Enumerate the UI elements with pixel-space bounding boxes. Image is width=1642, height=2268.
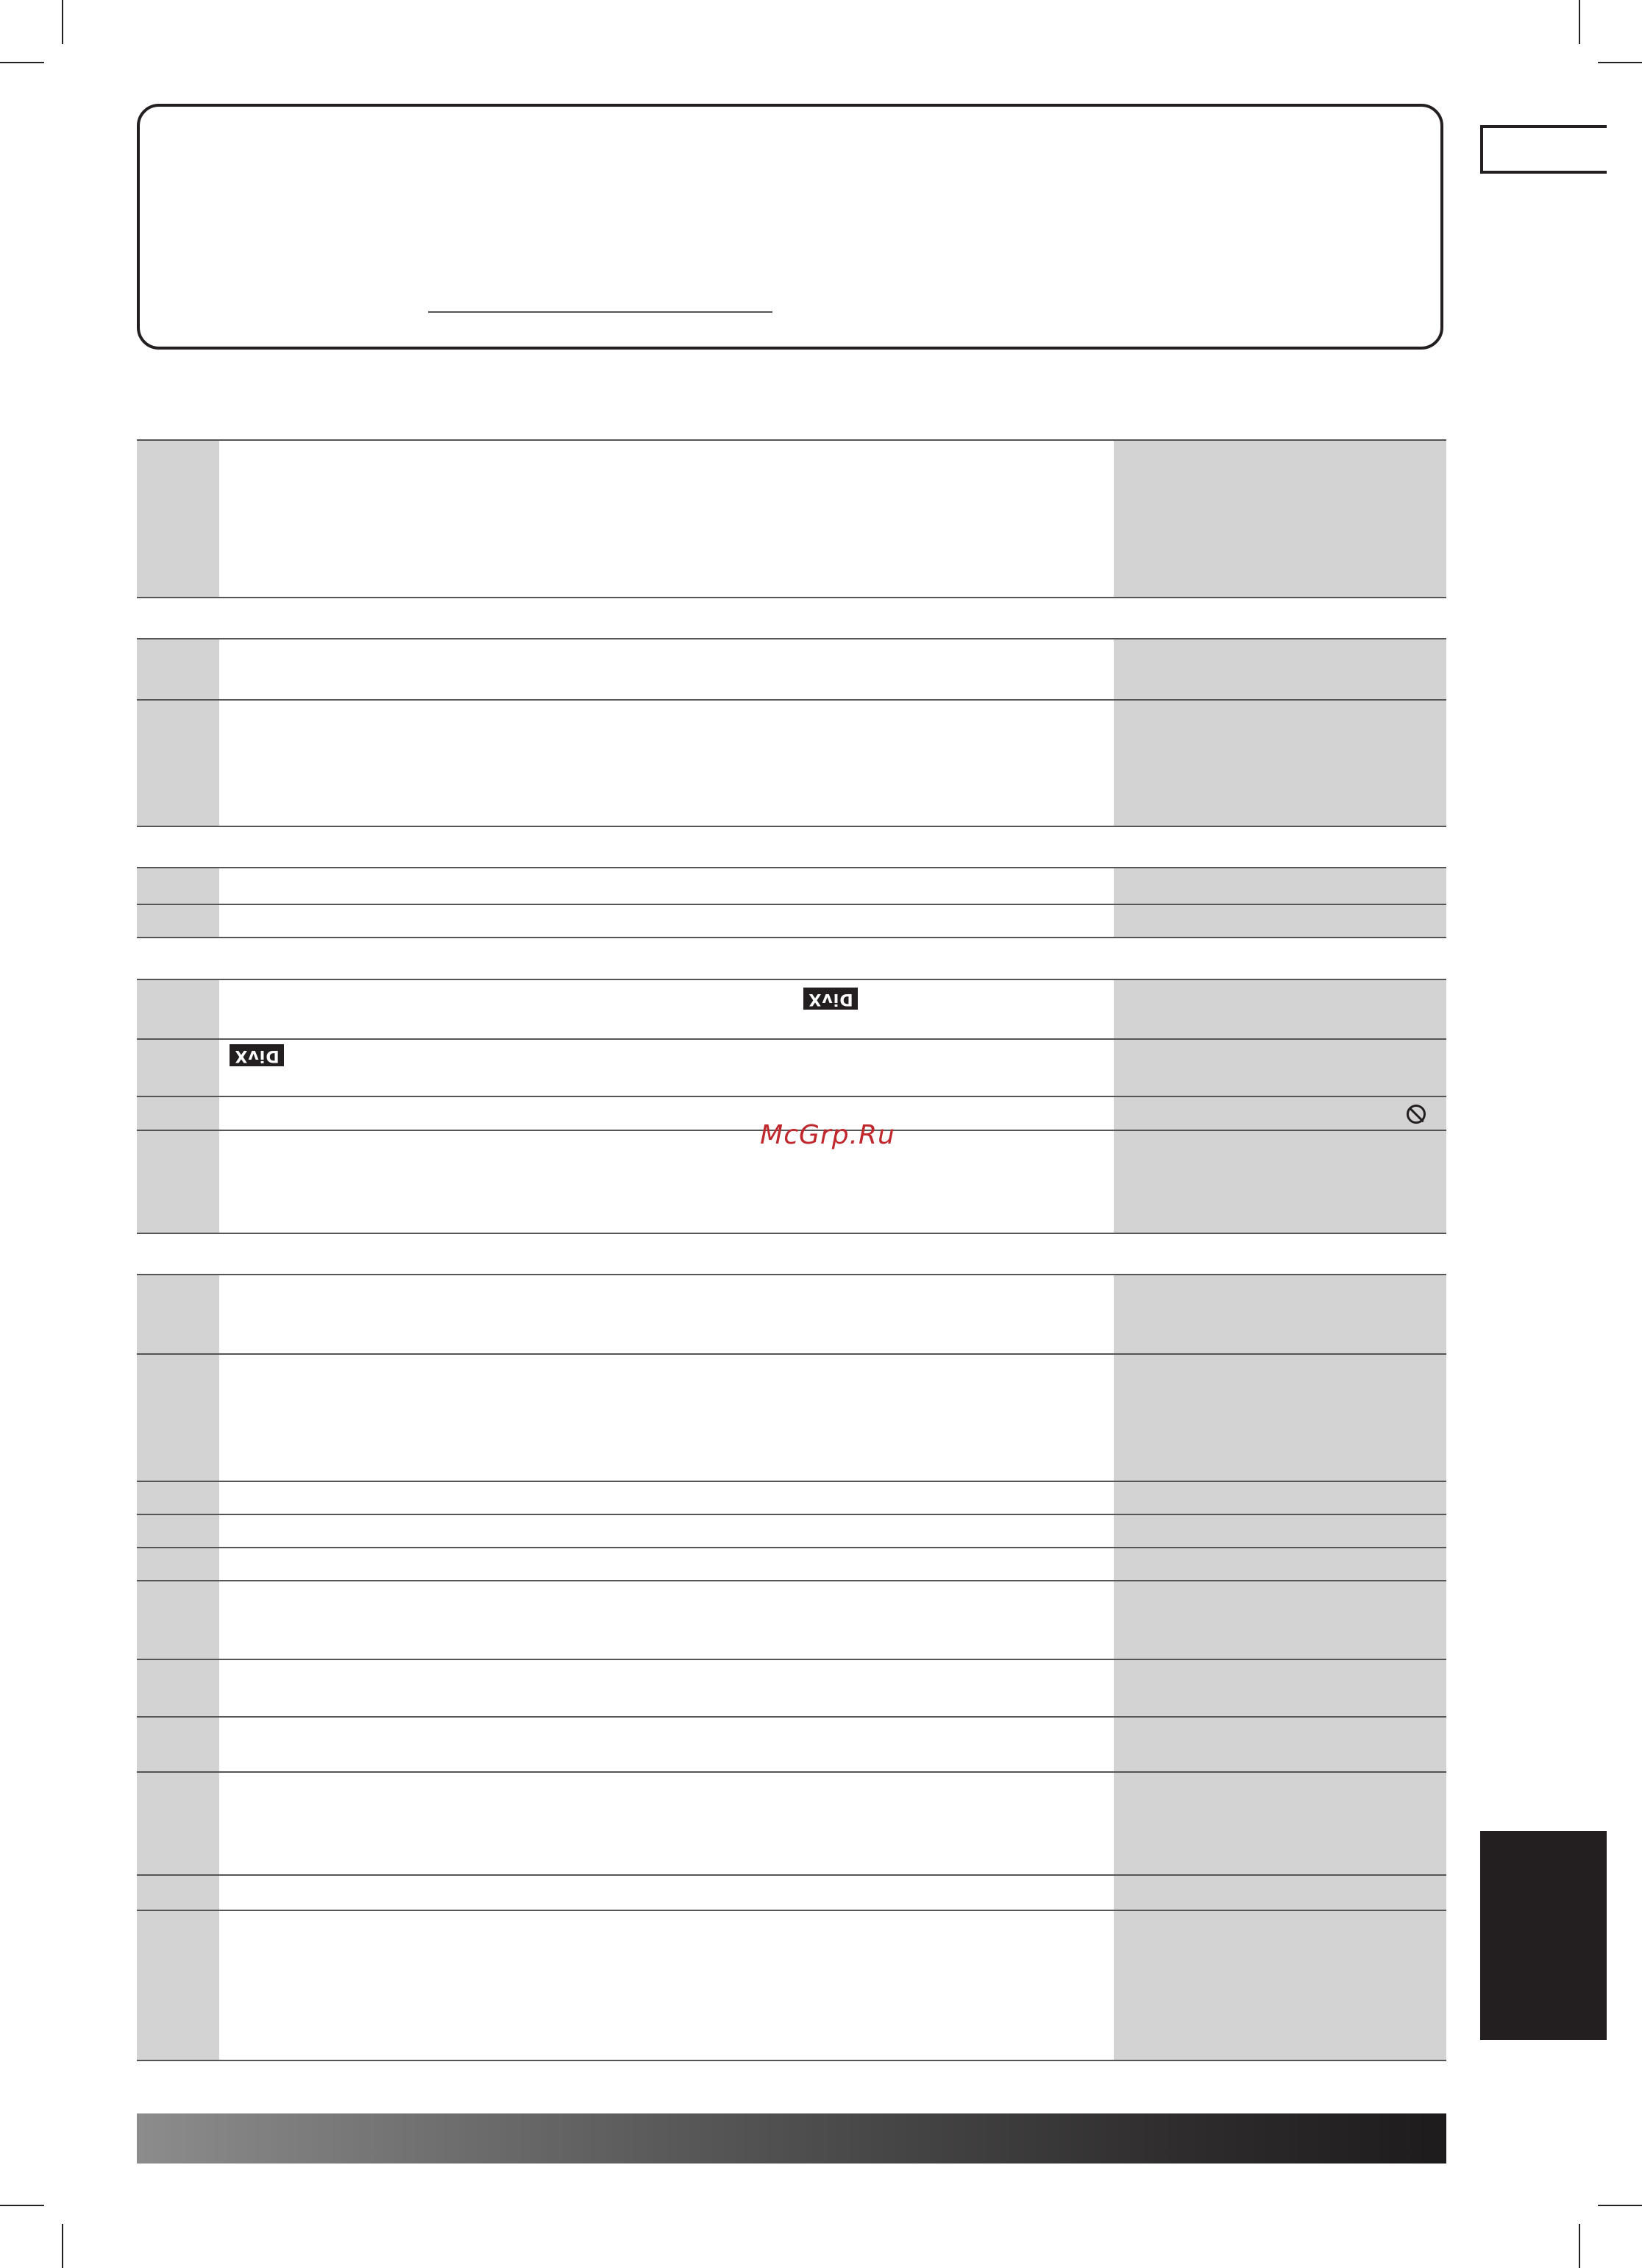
reference-cell — [1114, 1482, 1446, 1514]
divx-logo: DivX — [230, 1044, 284, 1066]
table-row — [137, 1548, 1446, 1581]
table-row — [137, 867, 1446, 905]
problem-cell — [137, 980, 219, 1038]
divx-logo: DivX — [803, 988, 858, 1010]
reference-cell — [1114, 1911, 1446, 2060]
reference-cell — [1114, 1773, 1446, 1874]
cause-cell — [219, 1097, 1114, 1130]
crop-mark-top-left-h — [0, 62, 44, 63]
problem-cell — [137, 1548, 219, 1580]
problem-cell — [137, 1581, 219, 1659]
reference-cell — [1114, 441, 1446, 597]
problem-cell — [137, 639, 219, 699]
footer-bar — [137, 2113, 1446, 2164]
cause-cell — [219, 1718, 1114, 1771]
table-row — [137, 1718, 1446, 1773]
table-row — [137, 1040, 1446, 1097]
notice-underline — [428, 311, 772, 313]
table-row — [137, 1773, 1446, 1876]
reference-cell — [1114, 1097, 1446, 1130]
crop-mark-top-right-h — [1598, 62, 1642, 63]
table-row — [137, 1515, 1446, 1548]
table-row — [137, 1482, 1446, 1515]
reference-cell — [1114, 868, 1446, 904]
reference-cell — [1114, 1355, 1446, 1481]
prohibited-icon — [1407, 1105, 1426, 1124]
problem-cell — [137, 1515, 219, 1547]
problem-cell — [137, 1482, 219, 1514]
language-tab — [1480, 125, 1607, 174]
table-row — [137, 1660, 1446, 1718]
cause-cell — [219, 1876, 1114, 1910]
table-row — [137, 638, 1446, 701]
reference-cell — [1114, 1718, 1446, 1771]
cause-cell — [219, 868, 1114, 904]
reference-cell — [1114, 980, 1446, 1038]
problem-cell — [137, 701, 219, 826]
reference-cell — [1114, 1660, 1446, 1716]
reference-cell — [1114, 701, 1446, 826]
reference-cell — [1114, 1131, 1446, 1233]
notice-box — [137, 104, 1443, 350]
crop-mark-top-right-v — [1579, 0, 1580, 44]
reference-cell — [1114, 1548, 1446, 1580]
problem-cell — [137, 1097, 219, 1130]
table-row — [137, 1274, 1446, 1355]
cause-cell — [219, 1548, 1114, 1580]
cause-cell — [219, 1355, 1114, 1481]
table-row — [137, 1911, 1446, 2061]
cause-cell — [219, 1773, 1114, 1874]
table-row — [137, 1581, 1446, 1660]
reference-cell — [1114, 639, 1446, 699]
problem-cell — [137, 1718, 219, 1771]
crop-mark-bottom-right-v — [1579, 2224, 1580, 2268]
cause-cell — [219, 1131, 1114, 1233]
table-row — [137, 979, 1446, 1040]
reference-cell — [1114, 1275, 1446, 1353]
reference-cell — [1114, 1040, 1446, 1096]
table-row — [137, 701, 1446, 827]
cause-cell — [219, 1482, 1114, 1514]
reference-cell — [1114, 1876, 1446, 1910]
cause-cell — [219, 980, 1114, 1038]
cause-cell — [219, 1911, 1114, 2060]
problem-cell — [137, 1275, 219, 1353]
cause-cell — [219, 639, 1114, 699]
crop-mark-bottom-right-h — [1598, 2205, 1642, 2206]
crop-mark-bottom-left-v — [62, 2224, 63, 2268]
table-row — [137, 1876, 1446, 1911]
cause-cell — [219, 905, 1114, 937]
problem-cell — [137, 1876, 219, 1910]
reference-cell — [1114, 1581, 1446, 1659]
problem-cell — [137, 1040, 219, 1096]
problem-cell — [137, 1355, 219, 1481]
table-row — [137, 1355, 1446, 1482]
cause-cell — [219, 701, 1114, 826]
crop-mark-bottom-left-h — [0, 2205, 44, 2206]
cause-cell — [219, 1660, 1114, 1716]
cause-cell — [219, 1581, 1114, 1659]
watermark: McGrp.Ru — [760, 1120, 895, 1150]
crop-mark-top-left-v — [62, 0, 63, 44]
problem-cell — [137, 905, 219, 937]
table-row — [137, 905, 1446, 938]
cause-cell — [219, 1040, 1114, 1096]
cause-cell — [219, 1275, 1114, 1353]
cause-cell — [219, 1515, 1114, 1547]
problem-cell — [137, 1911, 219, 2060]
reference-cell — [1114, 905, 1446, 937]
problem-cell — [137, 1773, 219, 1874]
problem-cell — [137, 1660, 219, 1716]
section-index-block — [1480, 1831, 1607, 2040]
cause-cell — [219, 441, 1114, 597]
problem-cell — [137, 441, 219, 597]
reference-cell — [1114, 1515, 1446, 1547]
table-row — [137, 439, 1446, 598]
problem-cell — [137, 868, 219, 904]
problem-cell — [137, 1131, 219, 1233]
